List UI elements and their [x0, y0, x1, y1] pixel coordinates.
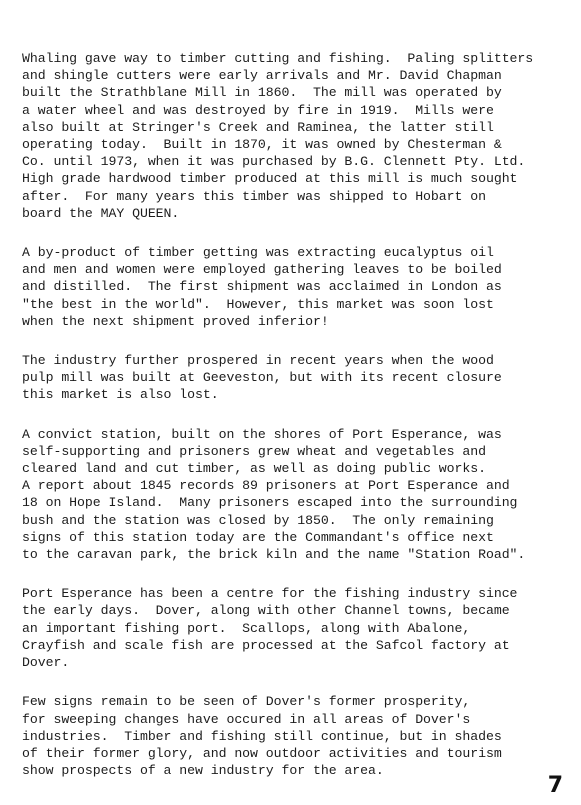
text-line: "the best in the world". However, this market was soon lost: [22, 296, 494, 312]
text-line: Co. until 1973, when it was purchased by B.G. Clennett Pty. Ltd.: [22, 154, 526, 170]
page-number: 7: [547, 773, 563, 798]
text-line: Whaling gave way to timber cutting and fishing. Paling splitters: [22, 51, 534, 66]
text-line: Few signs remain to be seen of Dover's former prosperity,: [22, 694, 471, 710]
paragraph: [22, 50, 562, 222]
paragraph: [22, 244, 562, 330]
text-line: signs of this station today are the Commandant's office next: [22, 529, 494, 545]
text-line: Crayfish and scale fish are processed at the Safcol factory at: [22, 637, 510, 653]
text-line: cleared land and cut timber, as well as doing public works.: [22, 461, 486, 477]
paragraph: [22, 352, 562, 404]
text-line: the early days. Dover, along with other Channel towns, became: [22, 603, 510, 619]
paragraph: [22, 426, 562, 564]
text-line: Dover.: [22, 655, 70, 671]
text-line: this market is also lost.: [22, 387, 219, 403]
text-line: of their former glory, and now outdoor activities and tourism: [22, 745, 502, 761]
text-line: and shingle cutters were early arrivals and Mr. David Chapman: [22, 68, 502, 84]
text-line: High grade hardwood timber produced at this mill is much sought: [22, 171, 518, 187]
text-line: also built at Stringer's Creek and Raminea, the latter still: [22, 119, 494, 135]
text-line: self-supporting and prisoners grew wheat and vegetables and: [22, 443, 486, 459]
paragraph: [22, 585, 562, 671]
text-line: a water wheel and was destroyed by fire in 1919. Mills were: [22, 102, 494, 118]
text-line: Port Esperance has been a centre for the fishing industry since: [22, 586, 518, 602]
text-line: The industry further prospered in recent years when the wood: [22, 353, 494, 369]
body-text: [22, 50, 562, 801]
text-line: operating today. Built in 1870, it was owned by Chesterman &: [22, 137, 502, 153]
text-line: A report about 1845 records 89 prisoners at Port Esperance and: [22, 478, 510, 494]
text-line: industries. Timber and fishing still continue, but in shades: [22, 728, 502, 744]
text-line: for sweeping changes have occured in all areas of Dover's: [22, 711, 471, 727]
text-line: board the MAY QUEEN.: [22, 205, 180, 221]
text-line: A by-product of timber getting was extracting eucalyptus oil: [22, 245, 494, 261]
text-line: 18 on Hope Island. Many prisoners escaped into the surrounding: [22, 495, 518, 511]
text-line: when the next shipment proved inferior!: [22, 313, 329, 329]
text-line: bush and the station was closed by 1850. The only remaining: [22, 512, 494, 528]
text-line: and men and women were employed gathering leaves to be boiled: [22, 262, 502, 278]
text-line: and distilled. The first shipment was acclaimed in London as: [22, 279, 502, 295]
text-line: after. For many years this timber was shipped to Hobart on: [22, 188, 486, 204]
text-line: pulp mill was built at Geeveston, but with its recent closure: [22, 370, 502, 386]
paragraph: [22, 693, 562, 779]
text-line: built the Strathblane Mill in 1860. The mill was operated by: [22, 85, 502, 101]
text-line: an important fishing port. Scallops, along with Abalone,: [22, 620, 471, 636]
text-line: A convict station, built on the shores of Port Esperance, was: [22, 426, 502, 442]
text-line: to the caravan park, the brick kiln and the name "Station Road".: [22, 547, 526, 563]
text-line: show prospects of a new industry for the area.: [22, 763, 384, 779]
